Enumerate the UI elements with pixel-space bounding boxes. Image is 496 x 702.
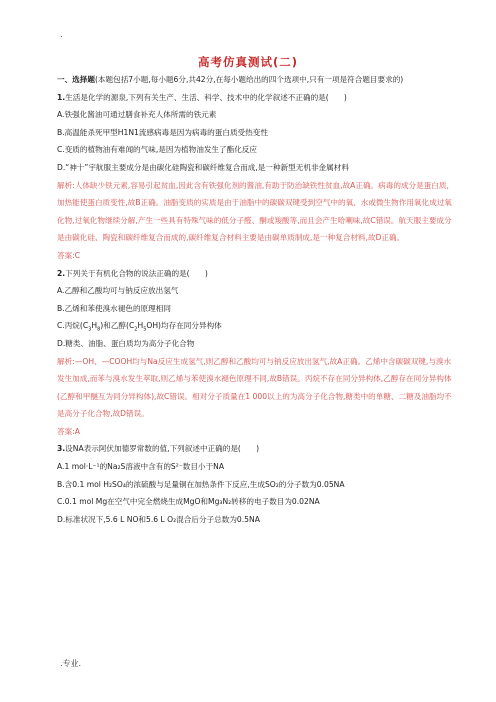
question-1-analysis: 解析:人体缺少铁元素,容易引起贫血,因此含有铁强化剂的酱油,有助于防治缺铁性贫血,故A正确。病毒的成分是蛋白质,加热能使蛋白质变性,故B正确。油脂变质的实质是由于油脂中的碳碳双键受到空气中的氧、水或微生物作用氧化成过氧化物,过氧化物继续分解,产生一些具有特殊气味的低分子醛、酮或羧酸等,而且会产生哈喇味,故C错误。航天服主要成分是由碳化硅、陶瓷和碳纤维复合而成的,碳纤维复合材料主要是由碳单质制成,是一种复合材料,故D正确。: [57, 180, 452, 243]
question-3-option-b: B.含0.1 mol H₂SO₄的浓硫酸与足量铜在加热条件下反应,生成SO₂的分子数为0.05NA: [57, 479, 345, 489]
question-3-option-a: A.1 mol·L⁻¹的Na₂S溶液中含有的S²⁻数目小于NA: [57, 462, 225, 472]
question-1-number: 1.: [57, 92, 66, 102]
section-label: 一、选择题: [57, 75, 95, 84]
question-2-stem: 2.下列关于有机化合物的说法正确的是( ): [57, 268, 208, 278]
header-mark: .: [60, 30, 63, 39]
question-1-stem: 1.生活是化学的源泉,下列有关生产、生活、科学、技术中的化学叙述不正确的是( ): [57, 92, 347, 102]
question-2-analysis: 解析:—OH、—COOH均与Na反应生成氢气,则乙醇和乙酸均可与钠反应放出氢气,故A正确。乙烯中含碳碳双键,与溴水发生加成,而苯与溴水发生萃取,则乙烯与苯使溴水褪色原理不同,故B错误。丙烷不存在同分异构体,乙醇存在同分异构体(乙醇和甲醚互为同分异构体),故C错误。相对分子质量在1 000以上的为高分子化合物,糖类中的单糖、二糖及油脂均不是高分子化合物,故D错误。: [57, 356, 452, 419]
question-2-answer: 答案:A: [57, 426, 80, 436]
question-3-option-c: C.0.1 mol Mg在空气中完全燃烧生成MgO和Mg₃N₂转移的电子数目为0.02NA: [57, 497, 320, 507]
question-3-number: 3.: [57, 444, 66, 454]
question-2-option-d: D.糖类、油脂、蛋白质均为高分子化合物: [57, 338, 195, 348]
question-2-option-a: A.乙醇和乙酸均可与钠反应放出氢气: [57, 286, 179, 296]
question-1-option-c: C.变质的植物油有难闻的气味,是因为植物油发生了酯化反应: [57, 145, 257, 155]
question-3-option-d: D.标准状况下,5.6 L NO和5.6 L O₂混合后分子总数为0.5NA: [57, 514, 260, 524]
question-1-option-d: D.“神十”宇航服主要成分是由碳化硅陶瓷和碳纤维复合而成,是一种新型无机非金属材料: [57, 162, 349, 172]
question-2-number: 2.: [57, 268, 66, 278]
question-1-answer: 答案:C: [57, 250, 81, 260]
footer-mark: .专业.: [60, 659, 82, 668]
question-1-option-b: B.高温能杀死甲型H1N1流感病毒是因为病毒的蛋白质受热变性: [57, 127, 268, 137]
section-heading: [57, 71, 453, 89]
question-3-stem: 3.设NA表示阿伏加德罗常数的值,下列叙述中正确的是( ): [57, 444, 260, 454]
section-desc: (本题包括7小题,每小题6分,共42分,在每小题给出的四个选项中,只有一项是符合题目要求的): [94, 75, 404, 84]
question-1-option-a: A.铁强化酱油可通过膳食补充人体所需的铁元素: [57, 110, 217, 120]
question-2-option-c: C.丙烷$(C_3H_8)$和乙醇$(C_2H_5OH)$均存在同分异构体: [57, 321, 222, 333]
question-2-option-b: B.乙烯和苯使溴水褪色的原理相同: [57, 303, 171, 313]
page-title: 高考仿真测试(二): [197, 55, 298, 69]
exam-content: [57, 71, 453, 528]
